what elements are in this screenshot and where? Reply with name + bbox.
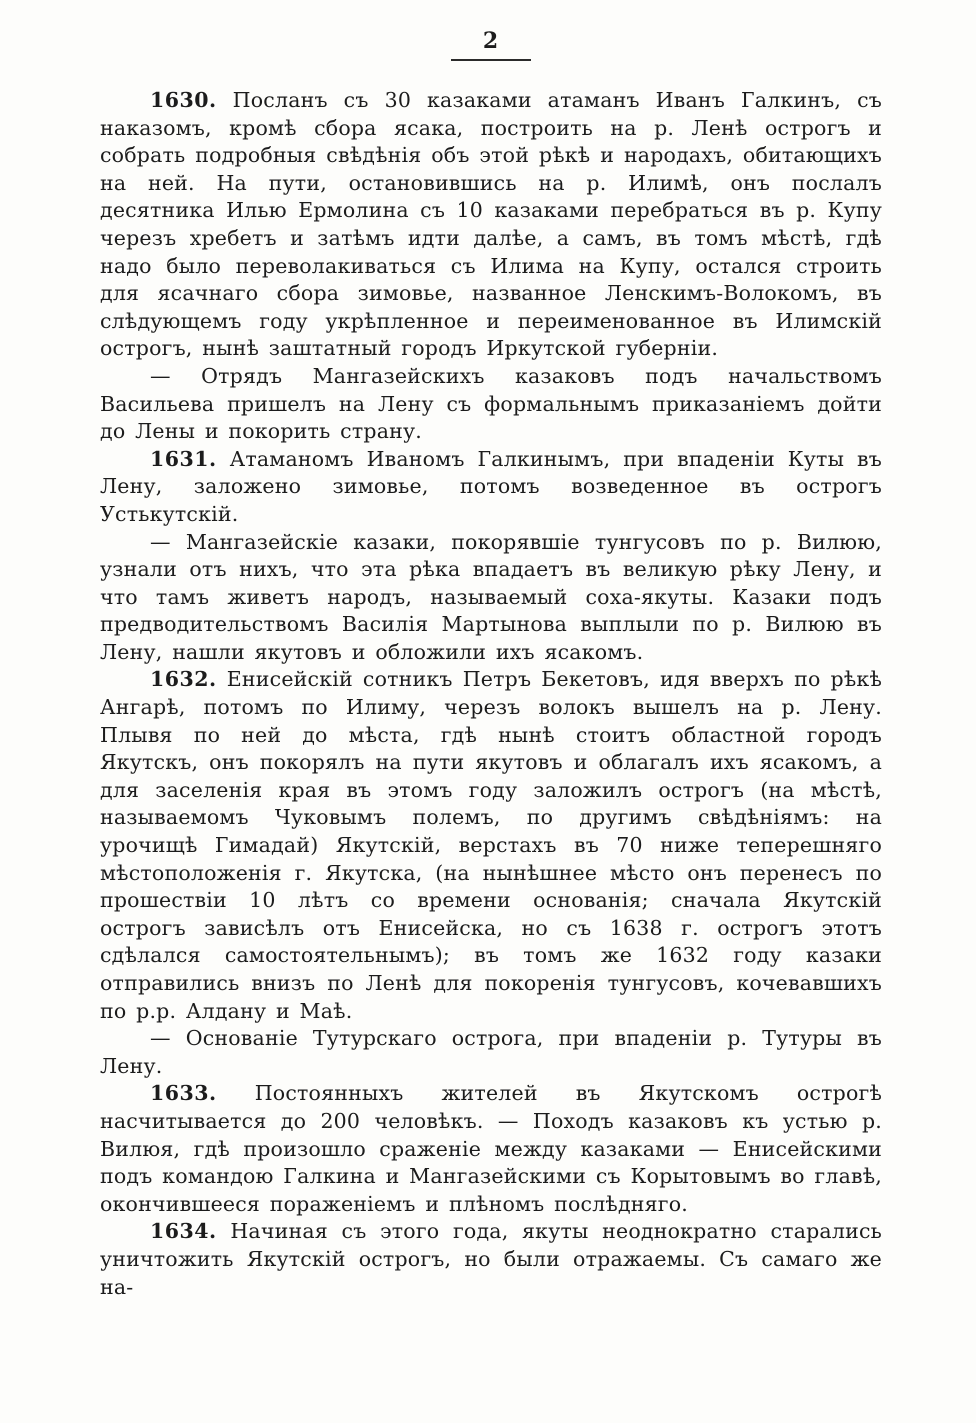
paragraph-text: Начиная съ этого года, якуты неоднократно старались уничтожить Якутскій острогъ, но были отражаемы. Съ самаго же на- <box>100 1219 882 1299</box>
paragraph-text: Енисейскій сотникъ Петръ Бекетовъ, идя вверхъ по рѣкѣ Ангарѣ, потомъ по Илиму, черезъ волокъ вышелъ на р. Лену. Плывя по ней до мѣста, гдѣ нынѣ стоитъ областной городъ Якутскъ, онъ покорялъ на пути якутовъ и облагалъ ихъ ясакомъ, а для заселенія края въ этомъ году заложилъ острогъ (на мѣстѣ, называемомъ Чуковымъ полемъ, по другимъ свѣдѣніямъ: на урочищѣ Гимадай) Якутскій, верстахъ въ 70 ниже теперешняго мѣстоположенія г. Якутска, (на нынѣшнее мѣсто онъ перенесъ по прошествіи 10 лѣтъ со времени основанія; сначала Якутскій острогъ зависѣлъ отъ Енисейска, но съ 1638 г. острогъ этотъ сдѣлался самостоятельнымъ); въ томъ же 1632 году казаки отправились внизъ по Ленѣ для покоренія тунгусовъ, кочевавшихъ по р.р. Алдану и Маѣ. <box>100 667 883 1023</box>
dash-label: — <box>150 1026 171 1051</box>
paragraph-1632 <box>100 666 882 1025</box>
year-label: 1634. <box>150 1219 217 1244</box>
page-body <box>100 87 882 1301</box>
year-label: 1630. <box>150 88 217 112</box>
year-label: 1632. <box>150 667 217 692</box>
dash-label: — <box>150 529 171 554</box>
year-label: 1633. <box>150 1081 217 1106</box>
year-label: 1631. <box>150 446 217 471</box>
paragraph-dash-1 <box>100 363 882 446</box>
paragraph-text: Мангазейскіе казаки, покорявшіе тунгусовъ по р. Вилюю, узнали отъ нихъ, что эта рѣка впадаетъ въ великую рѣку Лену, и что тамъ живетъ народъ, называемый соха-якуты. Казаки подъ предводительствомъ Василія Мартынова выплыли по р. Вилюю въ Лену, нашли якутовъ и обложили ихъ ясакомъ. <box>100 529 882 664</box>
paragraph-1630 <box>100 87 882 363</box>
paragraph-text: Основаніе Тутурскаго острога, при впаденіи р. Тутуры въ Лену. <box>100 1026 882 1078</box>
paragraph-text: Постоянныхъ жителей въ Якутскомъ острогѣ насчитывается до 200 человѣкъ. — Походъ казаковъ къ устью р. Вилюя, гдѣ произошло сраженіе между казаками — Енисейскими подъ командою Галкина и Мангазейскими съ Корытовымъ во главѣ, окончившееся пораженіемъ и плѣномъ послѣдняго. <box>100 1081 883 1216</box>
paragraph-text: Посланъ съ 30 казаками атаманъ Иванъ Галкинъ, съ наказомъ, кромѣ сбора ясака, построить на р. Ленѣ острогъ и собрать подробныя свѣдѣнія объ этой рѣкѣ и народахъ, обитающихъ на ней. На пути, остановившись на р. Илимѣ, онъ послалъ десятника Илью Ермолина съ 10 казаками перебраться въ р. Купу черезъ хребетъ и затѣмъ идти далѣе, а самъ, въ томъ мѣстѣ, гдѣ надо было переволакиваться съ Илима на Купу, остался строить для ясачнаго сбора зимовье, названное Ленскимъ-Волокомъ, въ слѣдующемъ году укрѣпленное и переименованное въ Илимскій острогъ, нынѣ заштатный городъ Иркутской губерніи. <box>100 88 882 361</box>
page-number-rule <box>451 59 531 61</box>
paragraph-1631 <box>100 446 882 529</box>
paragraph-text: Атаманомъ Иваномъ Галкинымъ, при впаденіи Куты въ Лену, заложено зимовье, потомъ возведенное въ острогъ Устькутскій. <box>100 446 882 526</box>
paragraph-dash-2 <box>100 529 882 667</box>
page-number: 2 <box>482 28 500 54</box>
paragraph-1634 <box>100 1218 882 1301</box>
paragraph-dash-3 <box>100 1025 882 1080</box>
dash-label: — <box>150 363 171 388</box>
paragraph-1633 <box>100 1080 882 1218</box>
page-header <box>100 28 882 61</box>
paragraph-text: Отрядъ Мангазейскихъ казаковъ подъ начальствомъ Васильева пришелъ на Лену съ формальнымъ приказаніемъ дойти до Лены и покорить страну. <box>100 363 883 444</box>
